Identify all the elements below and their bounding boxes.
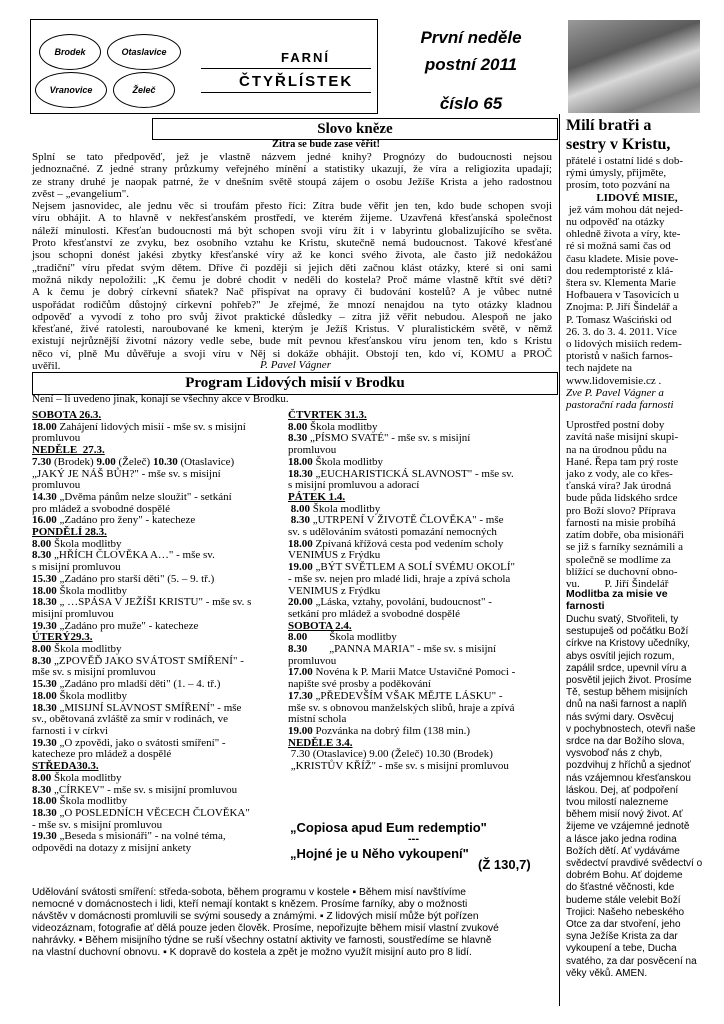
program-text: Zahájení lidových misií - mše sv. s misijní	[56, 420, 246, 433]
program-text: „MISIJNÍ SLAVNOST SMÍŘENÍ" - mše	[56, 701, 242, 714]
program-day: PÁTEK 1.4.	[288, 490, 346, 503]
sidebar-line: vu. P. Jiří Šindelář	[566, 577, 669, 590]
prayer-line: syna Ježíše Krista za dar	[566, 931, 678, 943]
program-text: VENIMUS z Frýdku	[288, 549, 381, 562]
program-time: 8.00	[288, 420, 308, 433]
sidebar-line: prosím, toto pozvání na	[566, 179, 670, 192]
prayer-title-line: Modlitba za misie ve	[566, 588, 668, 600]
notes-line: Udělování svátosti smíření: středa-sobota, během programu v kostele ▪ Během misí navštívíme	[32, 887, 467, 898]
program-time: 8.30	[288, 643, 308, 656]
article-line: odpověď a vyvodí z toho pro svůj život praktické důsledky – zítra již věřit nebudou. Alespoň ne jako	[32, 310, 552, 323]
prayer-line: svatého, za dar posvěcení na	[566, 955, 697, 967]
prayer-line: zapálil srdce, upevnil víru a	[566, 662, 687, 674]
program-time: 19.00	[288, 561, 313, 574]
sidebar-line: na na úrodnou půdu na	[566, 443, 667, 456]
slogan-czech: „Hojné je u Něho vykoupení"	[290, 846, 469, 861]
article-subtitle: Zítra se bude zase věřit!	[272, 139, 380, 150]
program-text: Škola modlitby	[56, 795, 128, 808]
program-time: 18.00	[288, 455, 313, 468]
program-time: 19.30	[32, 619, 57, 632]
slogan-dashes: ---	[408, 833, 419, 845]
program-text: „Zadáno pro ženy" - katecheze	[56, 514, 196, 527]
program-text: „UTRPENÍ V ŽIVOTĚ ČLOVĚKA" - mše	[310, 514, 504, 527]
sidebar-line: zavítá naše misijní skupi-	[566, 431, 679, 444]
prayer-line: srdce na dar Božího slova,	[566, 736, 685, 748]
program-text: Pozvánka na dobrý film (138 min.)	[312, 724, 471, 737]
program-time: 18.30	[32, 701, 57, 714]
prayer-line: do šťastné věčnosti, kde	[566, 882, 675, 894]
sidebar-line: Hofbauera v Tasovicích u	[566, 289, 679, 302]
program-time: 9.00	[96, 455, 116, 468]
prayer-line: svědectví pravdivé svědectví o	[566, 858, 703, 870]
program-text: „ …SPÁSA V JEŽÍŠI KRISTU" - mše sv. s	[56, 596, 252, 609]
logo-divider	[201, 68, 371, 69]
sidebar-line: ťanská víra? Jak úrodná	[566, 480, 672, 493]
sidebar-line: bude půda lidského srdce	[566, 492, 678, 505]
program-time: 18.00	[32, 584, 57, 597]
program-time: 10.30	[152, 455, 178, 468]
prayer-line: Tě, sestup během misijních	[566, 687, 688, 699]
article-line: Splní se tato předpověď, jež je vlastně názvem jedné knihy? Prognózy do budoucnosti nejsou	[32, 151, 552, 163]
article-line: možná nikdy nepoložili: „K čemu je dobré chodit v neděli do kostela? Proč máme vlastně křtít své děti?	[32, 273, 552, 286]
sidebar-line: společně se modlíme za	[566, 553, 671, 566]
program-line	[288, 609, 556, 621]
program-text: „Láska, vztahy, povolání, budoucnost" -	[312, 596, 492, 609]
sidebar-divider	[559, 114, 560, 1006]
program-time: 8.00	[32, 771, 52, 784]
program-line	[32, 843, 290, 855]
program-text: „ZPOVĚĎ JAKO SVÁTOST SMÍŘENÍ" -	[51, 654, 244, 667]
program-text: sv. s udělováním svátosti pomazání nemocných	[288, 526, 497, 539]
program-left-column	[32, 410, 290, 855]
program-text: „Beseda s misionáři" - na volné téma,	[56, 830, 226, 843]
program-text: „Zadáno pro starší děti" (5. – 9. tř.)	[56, 572, 215, 585]
sidebar-line: Hané. Řepa tam prý roste	[566, 455, 679, 468]
article-line: něco ví, plně Mu důvěřuje a svoji víru v Něj si dokáže obhájit. Obstojí ten, kdo ví, KOMU a PROČ	[32, 347, 552, 360]
logo-village: Brodek	[54, 47, 86, 57]
article-line: „tradiční" víru předat svým dětem. Dříve či později si jejich děti začnou klást otázky, které si oni sami	[32, 261, 552, 274]
program-time: 17.00	[288, 666, 313, 679]
prayer-line: dnů na naši farnost a naplň	[566, 699, 687, 711]
program-text: „KRISTŮV KŘÍŽ" - mše sv. s misijní promluvou	[288, 760, 509, 773]
program-text: (Brodek)	[51, 455, 97, 468]
program-intro: Není – li uvedeno jinak, konají se všechny akce v Brodku.	[32, 393, 289, 405]
program-text: napište své prosby a poděkování	[288, 678, 431, 691]
program-time: 8.30	[288, 514, 310, 527]
logo-circle-vranovice	[35, 72, 107, 108]
program-time: 18.00	[32, 420, 57, 433]
article-line: jsou schopni donést jakési zbytky křesťanské víry až ke konci svého života, ale často již nedokážou	[32, 249, 552, 262]
program-text: „O zpovědi, jako o svátosti smíření" -	[56, 736, 226, 749]
program-text: pro mládež a svobodné dospělé	[32, 502, 171, 515]
program-text: „PŘEDEVŠÍM VŠAK MĚJTE LÁSKU" -	[312, 689, 503, 702]
program-text: Škola modlitby	[56, 689, 128, 702]
greeting-line: Milí bratři a	[566, 117, 652, 134]
program-text: „PÍSMO SVATÉ" - mše sv. s misijní	[307, 432, 471, 445]
program-time: 18.00	[32, 689, 57, 702]
article-line: zvěst – „evangelium".	[32, 187, 130, 200]
program-time: 16.00	[32, 514, 57, 527]
sidebar-line: blížící se duchovní obno-	[566, 565, 678, 578]
prayer-title	[566, 588, 668, 612]
program-text: Novéna k P. Marii Matce Ustavičné Pomoci -	[312, 666, 516, 679]
slogan-reference: (Ž 130,7)	[478, 857, 531, 872]
prayer-line: láskou. Dej, ať podpoření	[566, 784, 679, 796]
program-text: promluvou	[32, 479, 81, 492]
program-text: Zpívaná křížová cesta pod vedením scholy	[312, 537, 504, 550]
program-text: misijní promluvou	[32, 607, 114, 620]
logo-village: Želeč	[132, 85, 156, 95]
prayer-line: vysvoboď nás z chyb,	[566, 748, 663, 760]
program-time: 7.30	[32, 455, 52, 468]
logo-divider	[201, 92, 371, 93]
program-text: „EUCHARISTICKÁ SLAVNOST" - mše sv.	[312, 467, 514, 480]
program-text: „BÝT SVĚTLEM A SOLÍ SVÉMU OKOLÍ"	[312, 561, 516, 574]
prayer-line: Otce za dar stvoření, jeho	[566, 919, 681, 931]
mission-photo	[568, 20, 700, 113]
prayer-line: nás svými dary. Osvěcuj	[566, 711, 674, 723]
program-time: 15.30	[32, 678, 57, 691]
article-line: A k čemu je dobrý církevní sňatek? Nač přispívat na opravy či budování kostelů? A je vůbec nutné	[32, 286, 552, 299]
sidebar-line: Zve P. Pavel Vágner a	[566, 386, 664, 399]
program-text: místní schola	[288, 713, 347, 726]
program-text: (Želeč)	[115, 455, 153, 468]
program-notes	[32, 887, 556, 959]
article-line: existují nejrůznější životní názory vedle sebe, bude mít pevnou křesťanskou víru jenom ten, kdo s Kristu	[32, 335, 552, 348]
program-text: Škola modlitby	[51, 771, 122, 784]
article-line: ze strany druhé je naopak patrné, že v dnešním světě stoupá zájem o osobu Ježíše Krista a jeho radostnou	[32, 175, 552, 188]
sidebar-line: 26. 3. do 3. 4. 2011. Více	[566, 325, 677, 338]
sidebar-line: farnosti na misie probíhá	[566, 516, 676, 529]
program-text: „O POSLEDNÍCH VĚCECH ČLOVĚKA"	[56, 806, 250, 819]
program-text: - mše sv. nejen pro mladé lidi, hraje a zpívá schola	[288, 572, 511, 585]
program-day: ČTVRTEK 31.3.	[288, 409, 367, 421]
program-day: ÚTERÝ29.3.	[32, 631, 93, 644]
program-text: „JAKÝ JE NÁŠ BŮH?" - mše sv. s misijní	[32, 467, 221, 480]
program-right-column	[288, 410, 556, 773]
program-time: 8.00	[288, 502, 310, 515]
program-day: NEDĚLE 3.4.	[288, 736, 353, 749]
prayer-line: Trojici: Našeho nebeského	[566, 906, 685, 918]
notes-line: návštěv v domácnosti promluvili se svými sousedy a známými. ▪ Z lidových misií může být pořízen	[32, 911, 479, 922]
sidebar-line: dou redemptoristé z klá-	[566, 264, 674, 277]
article-line: náleží minulosti. Křesťan budoucnosti má být schopen svoji víru žít i v labyrintu globalizujícího se světa.	[32, 224, 552, 237]
article-line: víru obhájit. A to hlavně v nekřesťanském prostředí, ve kterém žijeme. Uzavřená křesťanská společnost	[32, 212, 552, 225]
program-text: VENIMUS z Frýdku	[288, 584, 381, 597]
article-line: uspořádat rodičům důstojný církevní pohřeb?" Je zřejmé, že mnozí nenajdou na tyto otázky kladnou	[32, 298, 552, 311]
sidebar-line: času kladete. Misie pove-	[566, 252, 679, 265]
sidebar-line: přátelé i ostatní lidé s dob-	[566, 155, 683, 167]
program-time: 8.30	[32, 549, 52, 562]
prayer-line: věky věků. AMEN.	[566, 967, 648, 979]
article-line: křesťané, živé ratolesti, naroubované ke kmeni, kterým je Ježíš Kristus. V pluralistickém světě, v němž	[32, 323, 552, 336]
logo-farni: FARNÍ	[281, 50, 330, 65]
program-day: STŘEDA30.3.	[32, 760, 99, 773]
prayer-line: a lásce jako jedna rodina	[566, 833, 677, 845]
prayer-line: vykoupení a tebe, Ducha	[566, 943, 677, 955]
logo-circle-brodek	[39, 34, 101, 70]
sidebar-line: tech najdete na	[566, 362, 632, 375]
program-text: „Dvěma pánům nelze sloužit" - setkání	[56, 490, 232, 503]
program-text: - mše sv. s misijní promluvou	[32, 818, 163, 831]
notes-line: na vlastní duchovní obnovu. ▪ K dopravě do kostela a zpět je možno využít misijní auto pro 8 lidí.	[32, 947, 472, 958]
prayer-line: pozdvihuj z hříchů a sjednoť	[566, 760, 691, 772]
sidebar-line: jako z vody, ale co křes-	[566, 468, 673, 481]
program-time: 8.30	[32, 783, 52, 796]
article-signature: P. Pavel Vágner	[260, 359, 331, 371]
prayer-line: tvou milostí nalezneme	[566, 797, 669, 809]
article-title: Slovo kněze	[152, 118, 558, 140]
program-time: 18.30	[32, 806, 57, 819]
program-time: 8.30	[32, 654, 52, 667]
notes-line: nemocné v domácnostech i lidi, kteří nemají kontakt s knězem. Prosíme farníky, aby o možnosti	[32, 899, 468, 910]
logo-ctyrlistek: ČTYŘLÍSTEK	[239, 73, 354, 90]
prayer-text	[566, 614, 708, 980]
issue-number: číslo 65	[439, 94, 503, 113]
program-day: PONDĚLÍ 28.3.	[32, 526, 107, 539]
article-line: jednoznačné. Z jedné strany průzkumy veřejného mínění a statistiky ukazují, že víra a religiozita upadají;	[32, 163, 552, 176]
program-time: 15.30	[32, 572, 57, 585]
program-day: NEDĚLE 27.3.	[32, 444, 105, 457]
sidebar-line: ohledně života a víry, kte-	[566, 228, 681, 241]
program-time: 18.00	[32, 795, 57, 808]
program-time: 18.30	[32, 596, 57, 609]
program-time: 18.30	[288, 467, 313, 480]
program-text: odpovědi na dotazy z misijní ankety	[32, 842, 192, 855]
program-time: 17.30	[288, 689, 313, 702]
prayer-line: církve na Kristovy učedníky,	[566, 638, 690, 650]
program-text: setkání pro mládež a svobodné dospělé	[288, 607, 460, 620]
logo-village: Vranovice	[49, 85, 93, 95]
issue-season: postní 2011	[424, 55, 518, 74]
program-text: mše sv. s misijní promluvou	[32, 666, 156, 679]
prayer-line: v pochybnostech, otevři naše	[566, 723, 696, 735]
prayer-line: nás vzájemnou křesťanskou	[566, 772, 691, 784]
sidebar-line: LIDOVÉ MISIE,	[596, 191, 678, 204]
sidebar-line: P. Tomasz Waściński od	[566, 313, 672, 326]
sidebar-line: zatím dobře, oba misionáři	[566, 529, 684, 542]
logo-village: Otaslavice	[121, 47, 167, 57]
program-text: Škola modlitby	[307, 631, 397, 644]
program-text: farnosti i v církvi	[32, 724, 109, 737]
program-text: (Otaslavice)	[177, 455, 235, 468]
program-time: 8.00	[32, 643, 52, 656]
sidebar-line: o lidových misiích redem-	[566, 338, 682, 351]
sidebar-line: ptoristů v našich farnos-	[566, 350, 673, 363]
prayer-line: posvětil jejich život. Prosíme	[566, 675, 692, 687]
sidebar-line: pastorační rada farnosti	[566, 399, 674, 412]
program-time: 20.00	[288, 596, 313, 609]
program-text: promluvou	[288, 444, 337, 457]
program-text: Škola modlitby	[51, 643, 122, 656]
program-time: 8.00	[32, 537, 52, 550]
article-line: Nejsem jasnovidec, ale jednu věc si troufám přesto říci: Zítra bude věřit jen ten, kdo bude schopen svoji	[32, 200, 552, 213]
prayer-line: během misií nový život. Ať	[566, 809, 683, 821]
prayer-title-line: farnosti	[566, 600, 605, 613]
sidebar-line: www.lidovemisie.cz .	[566, 374, 662, 387]
article-body	[32, 151, 552, 372]
program-time: 19.00	[288, 724, 313, 737]
sidebar-line: Znojma: P. Jiří Šindelář a	[566, 301, 678, 314]
program-time: 8.00	[288, 631, 308, 644]
program-text: „CÍRKEV" - mše sv. s misijní promluvou	[51, 783, 238, 796]
program-text: sv., obětovaná zvláště za smír v rodinách, ve	[32, 713, 228, 726]
sidebar-line: Uprostřed postní doby	[566, 419, 665, 432]
prayer-line: dobrém Bohu. Ať dojdeme	[566, 870, 683, 882]
program-line	[288, 761, 556, 773]
sidebar-line	[566, 411, 708, 419]
sidebar-line: se již s farníky seznámili a	[566, 541, 683, 554]
notes-line: nahrávky. ▪ Během misijního týdne se ruší všechny ostatní aktivity ve farnosti, soustředíme se hlavně	[32, 935, 492, 946]
prayer-line: žijeme ve vzájemné jednotě	[566, 821, 690, 833]
prayer-line: Božích dětí. Ať vydáváme	[566, 845, 680, 857]
program-day: SOBOTA 26.3.	[32, 409, 102, 421]
program-text: 7.30 (Otaslavice) 9.00 (Želeč) 10.30 (Brodek)	[288, 748, 493, 761]
program-text: Škola modlitby	[310, 502, 381, 515]
program-title: Program Lidových misií v Brodku	[32, 372, 558, 395]
sidebar-greeting	[566, 116, 670, 154]
program-time: 18.00	[288, 537, 313, 550]
program-text: Škola modlitby	[56, 584, 128, 597]
program-text: Škola modlitby	[312, 455, 384, 468]
program-text: promluvou	[288, 654, 337, 667]
program-text: „Zadáno pro mladší děti" (1. – 4. tř.)	[56, 678, 221, 691]
sidebar-line: ré si možná sami čas od	[566, 240, 671, 253]
article-line: uvěřil.	[32, 360, 61, 373]
program-text: s misijní promluvou a adorací	[288, 479, 420, 492]
notes-line: videozáznam, fotografie ať dělá pouze jeden člověk. Prosíme, nepořizujte během misií vlastní zvukové	[32, 923, 499, 934]
program-text: „Zadáno pro muže" - katecheze	[56, 619, 199, 632]
program-text: Škola modlitby	[51, 537, 122, 550]
logo-box	[30, 19, 378, 114]
program-text: „PANNA MARIA" - mše sv. s misijní	[307, 643, 497, 656]
greeting-line: sestry v Kristu,	[566, 136, 671, 153]
prayer-line: budeme stále velebit Boží	[566, 894, 681, 906]
logo-circle-otaslavice	[107, 34, 181, 70]
issue-sunday: První neděle	[420, 28, 522, 47]
sidebar-line: nu odpověď na otázky	[566, 216, 665, 229]
program-day: SOBOTA 2.4.	[288, 619, 352, 632]
program-line	[288, 726, 556, 738]
program-text: promluvou	[32, 432, 81, 445]
sidebar-line: rými úmysly, přijměte,	[566, 167, 667, 180]
program-text: „HŘÍCH ČLOVĚKA A…" - mše sv.	[51, 549, 215, 562]
sidebar-line: štera sv. Klementa Marie	[566, 277, 676, 290]
program-text: Škola modlitby	[307, 420, 378, 433]
program-time: 19.30	[32, 830, 57, 843]
program-text: s misijní promluvou	[32, 561, 121, 574]
article-line: Proto křesťanství ze zvyku, bez osobního vztahu ke Kristu, skutečně nemá budoucnost. Takové křesťané	[32, 237, 552, 250]
sidebar-invitation	[566, 155, 708, 590]
logo-circle-zelec	[113, 72, 175, 108]
slogan-latin: „Copiosa apud Eum redemptio"	[290, 820, 487, 835]
sidebar-line: pro Boží slovo? Příprava	[566, 504, 676, 517]
sidebar-line: jež vám mohou dát nejed-	[566, 203, 683, 216]
program-time: 14.30	[32, 490, 57, 503]
prayer-line: Duchu svatý, Stvořiteli, ty	[566, 614, 679, 625]
prayer-line: abys osvítil jejich rozum,	[566, 650, 675, 662]
program-time: 19.30	[32, 736, 57, 749]
program-text: mše sv. s obnovou manželských slibů, hraje a zpívá	[288, 701, 515, 714]
program-text: katecheze pro mládež a dospělé	[32, 748, 172, 761]
prayer-line: sestupuješ od počátku Boží	[566, 626, 689, 638]
program-time: 8.30	[288, 432, 308, 445]
